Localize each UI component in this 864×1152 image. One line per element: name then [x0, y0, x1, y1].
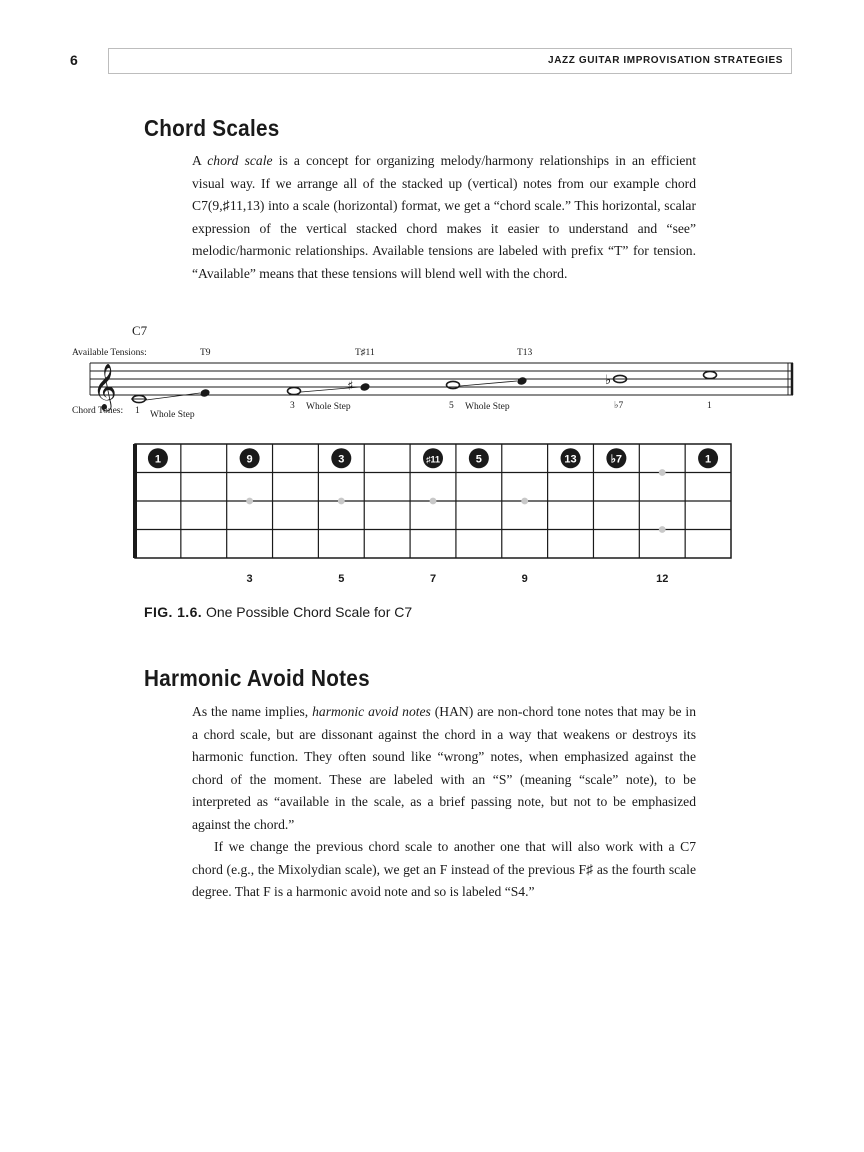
tension-label: T13	[517, 348, 533, 358]
scale-note-label: ♯11	[425, 454, 441, 465]
scale-note-label: 1	[154, 453, 161, 466]
staff	[90, 363, 793, 395]
note-whole	[447, 381, 460, 388]
inlay-dot	[338, 498, 345, 505]
note-filled	[360, 383, 370, 392]
inlay-dot	[246, 498, 253, 505]
flat-icon: ♭	[605, 373, 612, 388]
chord-scales-paragraph: A chord scale is a concept for organizing melody/harmony relationships in an efficient visual way. If we arrange all of the stacked up (vertical) notes from our example chord C7(9,♯11,13) into a scale (horizontal) format, we get a “chord scale.” This horizontal, scalar expression of the vertical stacked chord makes it easier to understand and “see” melodic/harmonic relationships. Available tensions are labeled with prefix “T” for tension. “Available” means that these tensions will blend well with the chord.	[192, 153, 697, 281]
scale-note-label: 1	[705, 453, 712, 466]
chord-tones-label: Chord Tones:	[72, 406, 124, 416]
note-whole	[288, 387, 301, 394]
figure-caption-text: One Possible Chord Scale for C7	[205, 604, 413, 620]
sharp-icon: ♯	[347, 379, 354, 394]
scale-note-label: 13	[564, 453, 577, 466]
chord-tone-label: 1	[135, 406, 140, 416]
note-whole	[704, 371, 717, 378]
chord-scale-notation	[60, 318, 800, 428]
scale-note-label: 9	[246, 453, 253, 466]
tensions-label: Available Tensions:	[72, 348, 147, 358]
chord-symbol: C7	[132, 323, 148, 338]
note-filled	[200, 389, 210, 398]
section-heading-chord-scales: Chord Scales	[144, 115, 280, 141]
fret-number: 5	[338, 573, 345, 585]
fret-number: 3	[246, 573, 253, 585]
inlay-dot	[521, 498, 528, 505]
running-header	[108, 48, 792, 74]
scale-note-label: 5	[475, 453, 482, 466]
running-head-title: JAZZ GUITAR IMPROVISATION STRATEGIES	[548, 55, 783, 66]
chord-tone-label: ♭7	[614, 401, 624, 411]
figure-caption	[144, 604, 412, 620]
note-filled	[517, 377, 527, 386]
fret-number: 7	[429, 573, 437, 585]
fret-number: 12	[656, 573, 669, 585]
scale-note-label: ♭7	[610, 453, 623, 466]
scale-note-label: 3	[338, 453, 345, 466]
figure-label: FIG. 1.6.	[144, 604, 203, 620]
step-label: Whole Step	[465, 402, 510, 412]
chord-tone-label: 3	[290, 401, 295, 411]
chord-tone-label: 5	[449, 401, 454, 411]
page-number: 6	[70, 52, 78, 68]
tension-label: T♯11	[355, 348, 375, 358]
chord-tone-label: 1	[707, 401, 712, 411]
treble-clef-icon: 𝄞	[93, 364, 117, 410]
fret-number: 9	[521, 573, 528, 585]
section-heading-harmonic-avoid-notes: Harmonic Avoid Notes	[144, 665, 370, 691]
fretboard-diagram	[128, 438, 738, 593]
tension-label: T9	[200, 348, 211, 358]
inlay-dot	[659, 469, 666, 476]
step-label: Whole Step	[150, 410, 195, 420]
inlay-dot	[430, 498, 437, 505]
harmonic-avoid-paragraph-2: If we change the previous chord scale to another one that will also work with a C7 chord (e.g., the Mixolydian scale), we get an F instead of the previous F♯ as the fourth scale degree. That F is a harmonic avoid note and so is labeled “S4.”	[192, 839, 696, 900]
inlay-dot	[659, 526, 666, 533]
step-label: Whole Step	[306, 402, 351, 412]
harmonic-avoid-paragraph-1: As the name implies, harmonic avoid notes (HAN) are non-chord tone notes that may be in a chord scale, but are dissonant against the chord in a way that weakens or destroys its harmonic function. They often sound like “wrong” notes, when emphasized against the chord of the moment. These are labeled with an “S” (meaning “scale” note), to be interpreted as “available in the scale, as a brief passing note, but not to be emphasized against the chord.”	[192, 704, 697, 832]
step-slurs	[146, 381, 517, 400]
